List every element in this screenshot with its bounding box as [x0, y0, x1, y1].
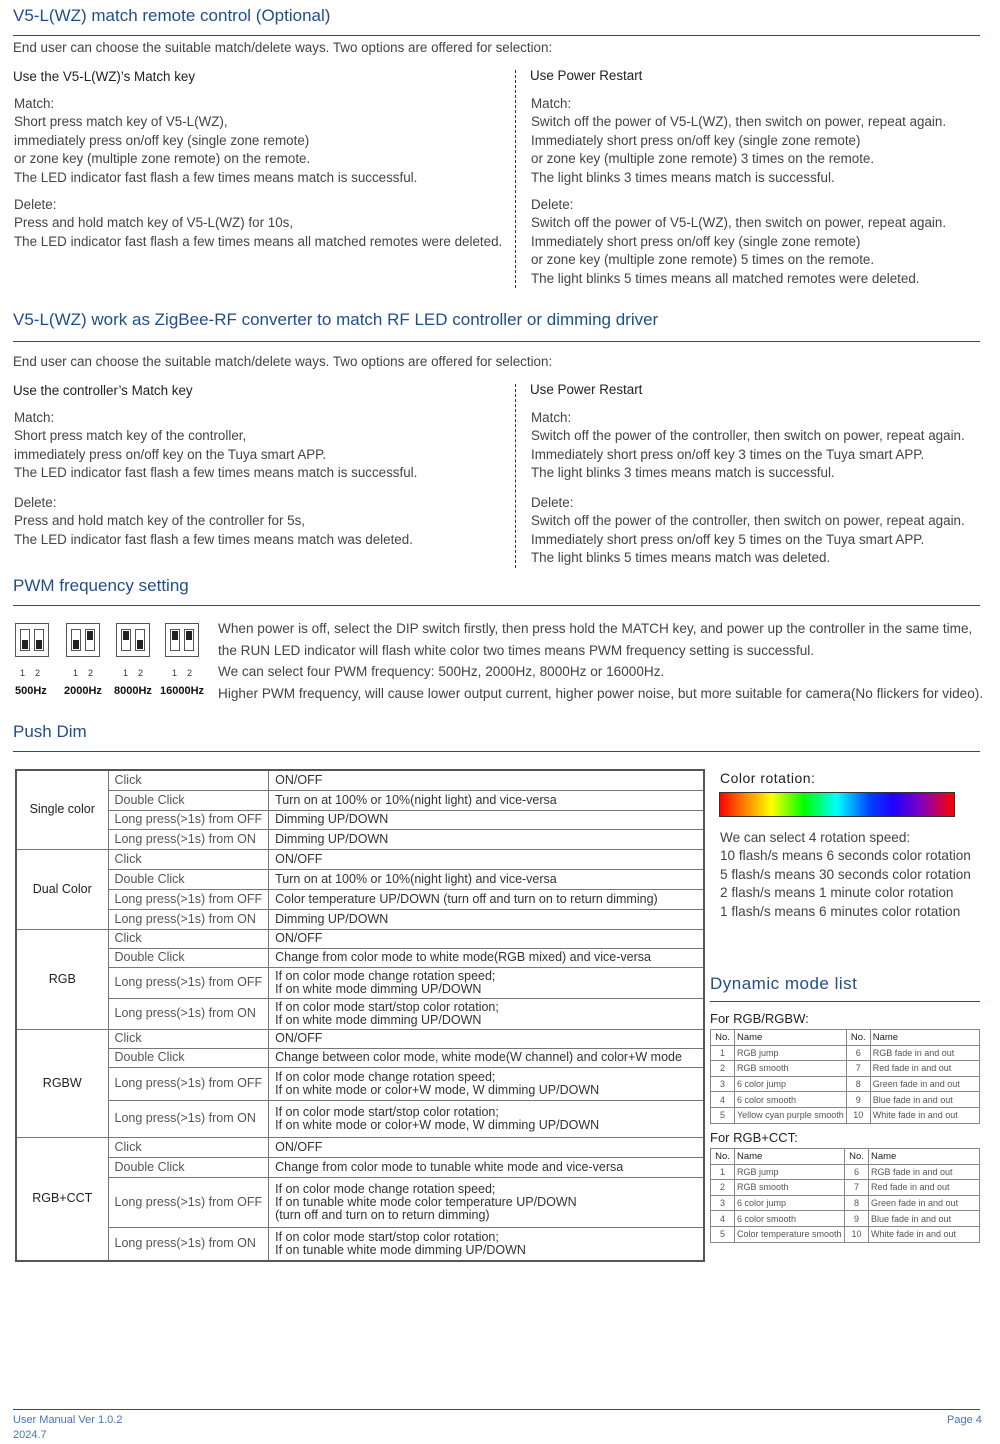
delete-line: The LED indicator fast flash a few times means match was deleted. — [14, 531, 413, 547]
match-label: Match: — [531, 96, 572, 111]
rotation-line: We can select 4 rotation speed: — [720, 830, 911, 845]
delete-line: The light blinks 5 times means all matched remotes were deleted. — [531, 270, 920, 286]
dip-num: 2 — [138, 668, 144, 678]
table-row — [711, 1164, 980, 1180]
header-cell: Name — [735, 1030, 847, 1046]
table-row — [16, 909, 704, 929]
function-cell: If on color mode change rotation speed; If on white mode or color+W mode, W dimming UP/DOWN — [269, 1067, 704, 1100]
action-cell: Click — [108, 1029, 269, 1048]
match-label: Match: — [14, 410, 55, 425]
function-cell: Change from color mode to white mode(RGB mixed) and vice-versa — [269, 948, 704, 967]
cell: RGB smooth — [735, 1061, 847, 1077]
match-line: The LED indicator fast flash a few times means match is successful. — [14, 169, 418, 185]
section-intro: End user can choose the suitable match/delete ways. Two options are offered for selection: — [13, 40, 553, 55]
dynamic-table-caption: For RGB+CCT: — [710, 1130, 798, 1145]
cell: 8 — [845, 1195, 869, 1211]
match-line: or zone key (multiple zone remote) 3 times on the remote. — [531, 151, 875, 167]
match-line: or zone key (multiple zone remote) on the remote. — [14, 151, 311, 167]
group-name: RGB+CCT — [16, 1137, 108, 1261]
section-intro: End user can choose the suitable match/delete ways. Two options are offered for selection: — [13, 354, 553, 369]
cell: 5 — [711, 1107, 735, 1123]
match-label: Match: — [531, 410, 572, 425]
cell: Color temperature smooth — [735, 1226, 845, 1242]
delete-line: The LED indicator fast flash a few times means all matched remotes were deleted. — [14, 233, 503, 249]
cell: Green fade in and out — [870, 1076, 979, 1092]
table-row — [16, 1048, 704, 1067]
delete-line: The light blinks 5 times means match was deleted. — [531, 550, 831, 566]
table-row — [16, 849, 704, 869]
table-row — [711, 1045, 980, 1061]
table-row — [16, 1157, 704, 1177]
action-cell: Double Click — [108, 790, 269, 810]
table-row — [16, 1100, 704, 1137]
action-cell: Double Click — [108, 948, 269, 967]
dip-label: 8000Hz — [114, 685, 152, 697]
cell: 7 — [846, 1061, 870, 1077]
cell: Red fade in and out — [869, 1180, 980, 1196]
cell: 9 — [845, 1211, 869, 1227]
action-cell: Long press(>1s) from OFF — [108, 1177, 269, 1227]
match-line: The LED indicator fast flash a few times means match is successful. — [14, 465, 418, 481]
table-row — [16, 929, 704, 948]
section-title-match-remote: V5-L(WZ) match remote control (Optional) — [13, 6, 331, 25]
pwm-description — [218, 618, 983, 704]
action-cell: Long press(>1s) from OFF — [108, 889, 269, 909]
section-rule — [13, 605, 980, 606]
dip-switch-8000hz — [116, 623, 150, 657]
cell: 3 — [711, 1195, 735, 1211]
cell: RGB fade in and out — [869, 1164, 980, 1180]
match-line: Immediately short press on/off key 3 times on the Tuya smart APP. — [531, 446, 925, 462]
table-row — [16, 1227, 704, 1261]
dip-num: 1 — [73, 668, 79, 678]
dynamic-table-caption: For RGB/RGBW: — [710, 1011, 809, 1026]
header-cell: Name — [735, 1149, 845, 1165]
action-cell: Long press(>1s) from ON — [108, 1227, 269, 1261]
action-cell: Long press(>1s) from ON — [108, 1100, 269, 1137]
function-cell: Change between color mode, white mode(W channel) and color+W mode — [269, 1048, 704, 1067]
delete-line: Switch off the power of V5-L(WZ), then switch on power, repeat again. — [531, 215, 947, 231]
section-rule — [13, 35, 980, 36]
table-row — [16, 967, 704, 998]
match-line: The light blinks 3 times means match is successful. — [531, 465, 835, 481]
left-delete-block — [14, 494, 413, 549]
dip-num: 2 — [35, 668, 41, 678]
cell: White fade in and out — [870, 1107, 979, 1123]
delete-line: Immediately short press on/off key (single zone remote) — [531, 233, 861, 249]
match-line: The light blinks 3 times means match is successful. — [531, 169, 835, 185]
cell: RGB jump — [735, 1164, 845, 1180]
function-cell: If on color mode start/stop color rotation; If on tunable white mode dimming UP/DOWN — [269, 1227, 704, 1261]
section-title-pwm: PWM frequency setting — [13, 576, 189, 595]
footer-page-number: Page 4 — [947, 1414, 982, 1426]
cell: 1 — [711, 1164, 735, 1180]
table-row — [16, 1067, 704, 1100]
action-cell: Click — [108, 929, 269, 948]
color-rotation-text — [720, 829, 971, 921]
function-cell: Dimming UP/DOWN — [269, 810, 704, 829]
match-line: Short press match key of V5-L(WZ), — [14, 114, 228, 130]
cell: 6 color jump — [735, 1195, 845, 1211]
delete-label: Delete: — [14, 495, 57, 510]
dip-switch-500hz — [15, 623, 49, 657]
section-title-converter: V5-L(WZ) work as ZigBee-RF converter to match RF LED controller or dimming driver — [13, 310, 659, 329]
cell: 10 — [845, 1226, 869, 1242]
cell: 3 — [711, 1076, 735, 1092]
delete-label: Delete: — [531, 197, 574, 212]
header-cell: Name — [870, 1030, 979, 1046]
action-cell: Click — [108, 849, 269, 869]
cell: 1 — [711, 1045, 735, 1061]
right-delete-block — [531, 196, 946, 288]
match-line: Immediately short press on/off key (single zone remote) — [531, 132, 861, 148]
cell: White fade in and out — [869, 1226, 980, 1242]
function-cell: ON/OFF — [269, 929, 704, 948]
right-delete-block — [531, 494, 965, 568]
footer-version: User Manual Ver 1.0.2 — [13, 1414, 123, 1426]
pwm-line: When power is off, select the DIP switch firstly, then press hold the MATCH key, and power up the controller in the same time, — [218, 621, 973, 636]
cell: 6 color smooth — [735, 1211, 845, 1227]
dip-num: 1 — [172, 668, 178, 678]
action-cell: Long press(>1s) from ON — [108, 998, 269, 1029]
function-cell: Dimming UP/DOWN — [269, 909, 704, 929]
dynamic-mode-table-rgbcct — [710, 1148, 980, 1243]
left-match-block — [14, 409, 417, 483]
delete-line: Immediately short press on/off key 5 times on the Tuya smart APP. — [531, 531, 925, 547]
cell: Red fade in and out — [870, 1061, 979, 1077]
cell: 9 — [846, 1092, 870, 1108]
pwm-line: Higher PWM frequency, will cause lower output current, higher power noise, but more suitable for camera(No flickers for video). — [218, 685, 984, 701]
match-label: Match: — [14, 96, 55, 111]
table-row — [711, 1195, 980, 1211]
cell: 6 color jump — [735, 1076, 847, 1092]
dip-num: 2 — [187, 668, 193, 678]
table-row — [16, 998, 704, 1029]
right-option-heading: Use Power Restart — [530, 382, 643, 397]
action-cell: Long press(>1s) from OFF — [108, 1067, 269, 1100]
dynamic-mode-table-rgb — [710, 1029, 980, 1124]
table-row — [711, 1061, 980, 1077]
match-line: Short press match key of the controller, — [14, 428, 247, 444]
function-cell: ON/OFF — [269, 849, 704, 869]
function-cell: ON/OFF — [269, 770, 704, 790]
cell: 4 — [711, 1092, 735, 1108]
footer-rule — [13, 1409, 980, 1410]
match-line: immediately press on/off key (single zone remote) — [14, 132, 310, 148]
cell: 10 — [846, 1107, 870, 1123]
table-row — [16, 770, 704, 790]
right-match-block — [531, 409, 965, 483]
function-cell: If on color mode change rotation speed; If on tunable white mode color temperature UP/DOWN (turn off and turn on to return dimming) — [269, 1177, 704, 1227]
table-row — [711, 1092, 980, 1108]
action-cell: Long press(>1s) from ON — [108, 829, 269, 849]
header-cell: No. — [711, 1030, 735, 1046]
cell: RGB jump — [735, 1045, 847, 1061]
section-rule — [13, 341, 980, 342]
action-cell: Long press(>1s) from OFF — [108, 810, 269, 829]
cell: 6 color smooth — [735, 1092, 847, 1108]
table-row — [711, 1107, 980, 1123]
delete-line: Switch off the power of the controller, then switch on power, repeat again. — [531, 513, 965, 529]
pwm-line: We can select four PWM frequency: 500Hz, 2000Hz, 8000Hz or 16000Hz. — [218, 664, 665, 679]
push-dim-table — [15, 769, 705, 1262]
rotation-line: 1 flash/s means 6 minutes color rotation — [720, 903, 961, 919]
function-cell: Dimming UP/DOWN — [269, 829, 704, 849]
cell: 6 — [846, 1045, 870, 1061]
action-cell: Click — [108, 1137, 269, 1157]
header-cell: No. — [711, 1149, 735, 1165]
match-line: Switch off the power of the controller, then switch on power, repeat again. — [531, 428, 965, 444]
header-cell: No. — [845, 1149, 869, 1165]
table-row — [16, 1029, 704, 1048]
column-divider — [515, 70, 516, 288]
cell: 8 — [846, 1076, 870, 1092]
table-row — [16, 829, 704, 849]
function-cell: Color temperature UP/DOWN (turn off and turn on to return dimming) — [269, 889, 704, 909]
header-cell: Name — [869, 1149, 980, 1165]
table-row — [16, 1137, 704, 1157]
match-line: immediately press on/off key on the Tuya smart APP. — [14, 446, 327, 462]
table-row — [16, 889, 704, 909]
cell: Blue fade in and out — [870, 1092, 979, 1108]
table-header-row — [711, 1030, 980, 1046]
table-row — [711, 1076, 980, 1092]
group-name: Dual Color — [16, 849, 108, 929]
cell: 2 — [711, 1061, 735, 1077]
delete-line: Press and hold match key of the controller for 5s, — [14, 513, 306, 529]
cell: 4 — [711, 1211, 735, 1227]
action-cell: Long press(>1s) from ON — [108, 909, 269, 929]
delete-line: Press and hold match key of V5-L(WZ) for 10s, — [14, 215, 294, 231]
function-cell: Turn on at 100% or 10%(night light) and vice-versa — [269, 790, 704, 810]
group-name: RGB — [16, 929, 108, 1029]
left-match-block — [14, 95, 417, 187]
function-cell: ON/OFF — [269, 1029, 704, 1048]
group-name: Single color — [16, 770, 108, 849]
group-name: RGBW — [16, 1029, 108, 1137]
table-row — [16, 869, 704, 889]
action-cell: Click — [108, 770, 269, 790]
table-row — [711, 1211, 980, 1227]
footer-date: 2024.7 — [13, 1429, 47, 1441]
dip-switch-16000hz — [165, 623, 199, 657]
delete-line: or zone key (multiple zone remote) 5 times on the remote. — [531, 252, 875, 268]
cell: 6 — [845, 1164, 869, 1180]
table-row — [16, 1177, 704, 1227]
delete-label: Delete: — [531, 495, 574, 510]
dip-num: 1 — [20, 668, 26, 678]
section-rule — [710, 1001, 980, 1002]
section-rule — [13, 751, 980, 752]
function-cell: Change from color mode to tunable white mode and vice-versa — [269, 1157, 704, 1177]
function-cell: If on color mode start/stop color rotation; If on white mode dimming UP/DOWN — [269, 998, 704, 1029]
rotation-line: 2 flash/s means 1 minute color rotation — [720, 885, 954, 901]
dip-label: 16000Hz — [160, 685, 205, 697]
cell: Blue fade in and out — [869, 1211, 980, 1227]
function-cell: Turn on at 100% or 10%(night light) and vice-versa — [269, 869, 704, 889]
table-header-row — [711, 1149, 980, 1165]
action-cell: Long press(>1s) from OFF — [108, 967, 269, 998]
cell: Yellow cyan purple smooth — [735, 1107, 847, 1123]
dip-label: 500Hz — [15, 685, 47, 697]
left-option-heading: Use the controller’s Match key — [13, 383, 193, 398]
cell: RGB fade in and out — [870, 1045, 979, 1061]
cell: 7 — [845, 1180, 869, 1196]
dip-num: 2 — [88, 668, 94, 678]
cell: Green fade in and out — [869, 1195, 980, 1211]
right-match-block — [531, 95, 946, 187]
left-option-heading: Use the V5-L(WZ)’s Match key — [13, 69, 196, 84]
dip-num: 1 — [123, 668, 129, 678]
left-delete-block — [14, 196, 502, 251]
delete-label: Delete: — [14, 197, 57, 212]
pwm-line: the RUN LED indicator will flash white color two times means PWM frequency setting is successful. — [218, 642, 815, 658]
match-line: Switch off the power of V5-L(WZ), then switch on power, repeat again. — [531, 114, 947, 130]
table-row — [16, 810, 704, 829]
rotation-line: 5 flash/s means 30 seconds color rotation — [720, 866, 971, 882]
cell: 2 — [711, 1180, 735, 1196]
dip-label: 2000Hz — [64, 685, 102, 697]
color-rotation-title: Color rotation: — [720, 770, 816, 786]
action-cell: Double Click — [108, 1157, 269, 1177]
function-cell: ON/OFF — [269, 1137, 704, 1157]
function-cell: If on color mode change rotation speed; If on white mode dimming UP/DOWN — [269, 967, 704, 998]
section-title-push-dim: Push Dim — [13, 722, 87, 741]
table-row — [16, 948, 704, 967]
action-cell: Double Click — [108, 1048, 269, 1067]
dynamic-mode-title: Dynamic mode list — [710, 974, 858, 993]
table-row — [711, 1226, 980, 1242]
color-rotation-gradient — [719, 792, 955, 817]
table-row — [711, 1180, 980, 1196]
action-cell: Double Click — [108, 869, 269, 889]
table-row — [16, 790, 704, 810]
function-cell: If on color mode start/stop color rotation; If on white mode or color+W mode, W dimming UP/DOWN — [269, 1100, 704, 1137]
rotation-line: 10 flash/s means 6 seconds color rotation — [720, 848, 971, 864]
cell: 5 — [711, 1226, 735, 1242]
dip-switch-2000hz — [66, 623, 100, 657]
right-option-heading: Use Power Restart — [530, 68, 643, 83]
cell: RGB smooth — [735, 1180, 845, 1196]
header-cell: No. — [846, 1030, 870, 1046]
column-divider — [515, 384, 516, 568]
